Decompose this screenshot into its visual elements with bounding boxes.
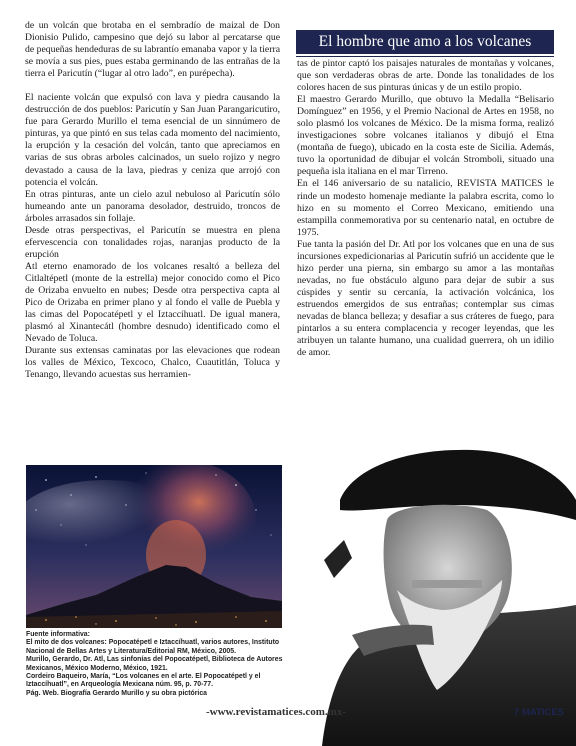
paragraph: Durante sus extensas caminatas por las elevaciones que rodean los valles de México, Texcoco, Chalco, Cuautitlán, Toluca y Tenango, llevando acuestas sus herramien- — [25, 345, 280, 381]
website-link[interactable]: -www.revistamatices.com.mx- — [206, 706, 347, 718]
dr-atl-portrait-photo — [312, 440, 576, 746]
paragraph: En el 146 aniversario de su natalicio, REVISTA MATICES le rinde un modesto homenaje mediante la palabra escrita, como lo hizo en su momento el Correo Mexicano, emitiendo una estampilla conmemorativa por su centenario natal, en octubre de 1975. — [297, 178, 554, 238]
article-title: El hombre que amo a los volcanes — [296, 30, 554, 54]
paragraph: El naciente volcán que expulsó con lava y piedra causando la destrucción de dos pueblos: Paricutín y San Juan Parangaricutiro, fue para Gerardo Murillo el tema esencial de un sinnúmero de pinturas, ya que pintó en sus telas cada momento del nacimiento, la erupción y la cesación del volcán, tanto que apreciamos en varias de sus obras arboles calcinados, un suelo rojizo y negro devastado a causa de la lava, piedras y ceniza que arrojó con potencia el volcán. — [25, 92, 280, 188]
source-item: El mito de dos volcanes: Popocatépetl e Iztaccíhuatl, varios autores, Instituto Nacional de Bellas Artes y Literatura/Editorial RM, México, 2005. — [26, 639, 280, 655]
page-number: 7 MATICES — [514, 707, 564, 718]
paragraph: Atl eterno enamorado de los volcanes resaltó a belleza del Citlaltépetl (monte de la estrella) mejor conocido como el Pico de Orizaba envuelto en nubes; Desde otra perspectiva capta al Pico de Orizaba en primer plano y al fondo el valle de Puebla y las cimas del Popocatépetl y el Iztaccíhuatl. De igual manera, plasmó al Xinantecátl (hombre desnudo) identificado como el Nevado de Toluca. — [25, 260, 280, 345]
volcano-night-photo — [26, 465, 282, 628]
left-text-column — [25, 20, 280, 381]
paragraph: de un volcán que brotaba en el sembradío de maizal de Don Dionisio Pulido, campesino que dejó su labor al percatarse que de pequeñas hendeduras de su labrantío emanaba vapor y la tierra se movía a sus pies, pues estaba germinando de las entrañas de la tierra el Paricutín (“lugar al otro lado”, en purépecha). — [25, 20, 280, 80]
source-item: Pág. Web. Biografía Gerardo Murillo y su obra pictórica — [26, 689, 207, 697]
paragraph: Fue tanta la pasión del Dr. Atl por los volcanes que en una de sus incursiones expedicionarias al Paricutín sufrió un accidente que le hizo perder una pierna, sin embargo su amor a las montañas nevadas, no fue obstáculo alguno para dejar de subir a sus cúspides y sentir su cercanía, la activación volcánica, los estruendos emergidos de sus entrañas; contemplar sus cimas nevadas de blanca belleza; y desafiar a sus cráteres de fuego, para pintarlos a su entera complacencia y recoger leyendas, que les atribuyen un talante humano, una cualidad guerrera, oh un idilio de amor. — [297, 238, 554, 359]
paragraph: Desde otras perspectivas, el Paricutín se muestra en plena efervescencia con tonalidades rojas, naranjas producto de la erupción — [25, 224, 280, 260]
source-item: Murillo, Gerardo, Dr. Atl, Las sinfonías del Popocatépetl, Biblioteca de Autores Mexicanos, México Moderno, México, 1921. — [26, 656, 283, 672]
paragraph: En otras pinturas, ante un cielo azul nebuloso al Paricutín sólo humeando ante un panorama desolador, destruido, troncos de árboles arrasados sin follaje. — [25, 188, 280, 224]
sources-block — [26, 631, 288, 698]
sources-heading: Fuente informativa: — [26, 631, 90, 638]
source-item: Cordeiro Baqueiro, María, “Los volcanes en el arte. El Popocatépetl y el Iztaccíhuatl”, en Arqueología Mexicana núm. 95, p. 70-77. — [26, 673, 261, 689]
paragraph: tas de pintor captó los paisajes naturales de montañas y volcanes, que son verdaderas obras de arte. Donde las tonalidades de los colores hacen de sus pinturas únicas y de un estilo propio. — [297, 58, 554, 94]
paragraph: El maestro Gerardo Murillo, que obtuvo la Medalla “Belisario Domínguez” en 1956, y el Premio Nacional de Artes en 1958, no solo plasmó los volcanes de México. De la misma forma, realizó investigaciones sobre volcanes italianos y dibujó el Etna (montaña de fuego), ubicado en la costa este de Sicilia. Además, tuvo la oportunidad de dibujar el volcán Stromboli, situado una pequeña isla italiana en el mar Tirreno. — [297, 94, 554, 178]
right-text-column — [297, 58, 554, 359]
